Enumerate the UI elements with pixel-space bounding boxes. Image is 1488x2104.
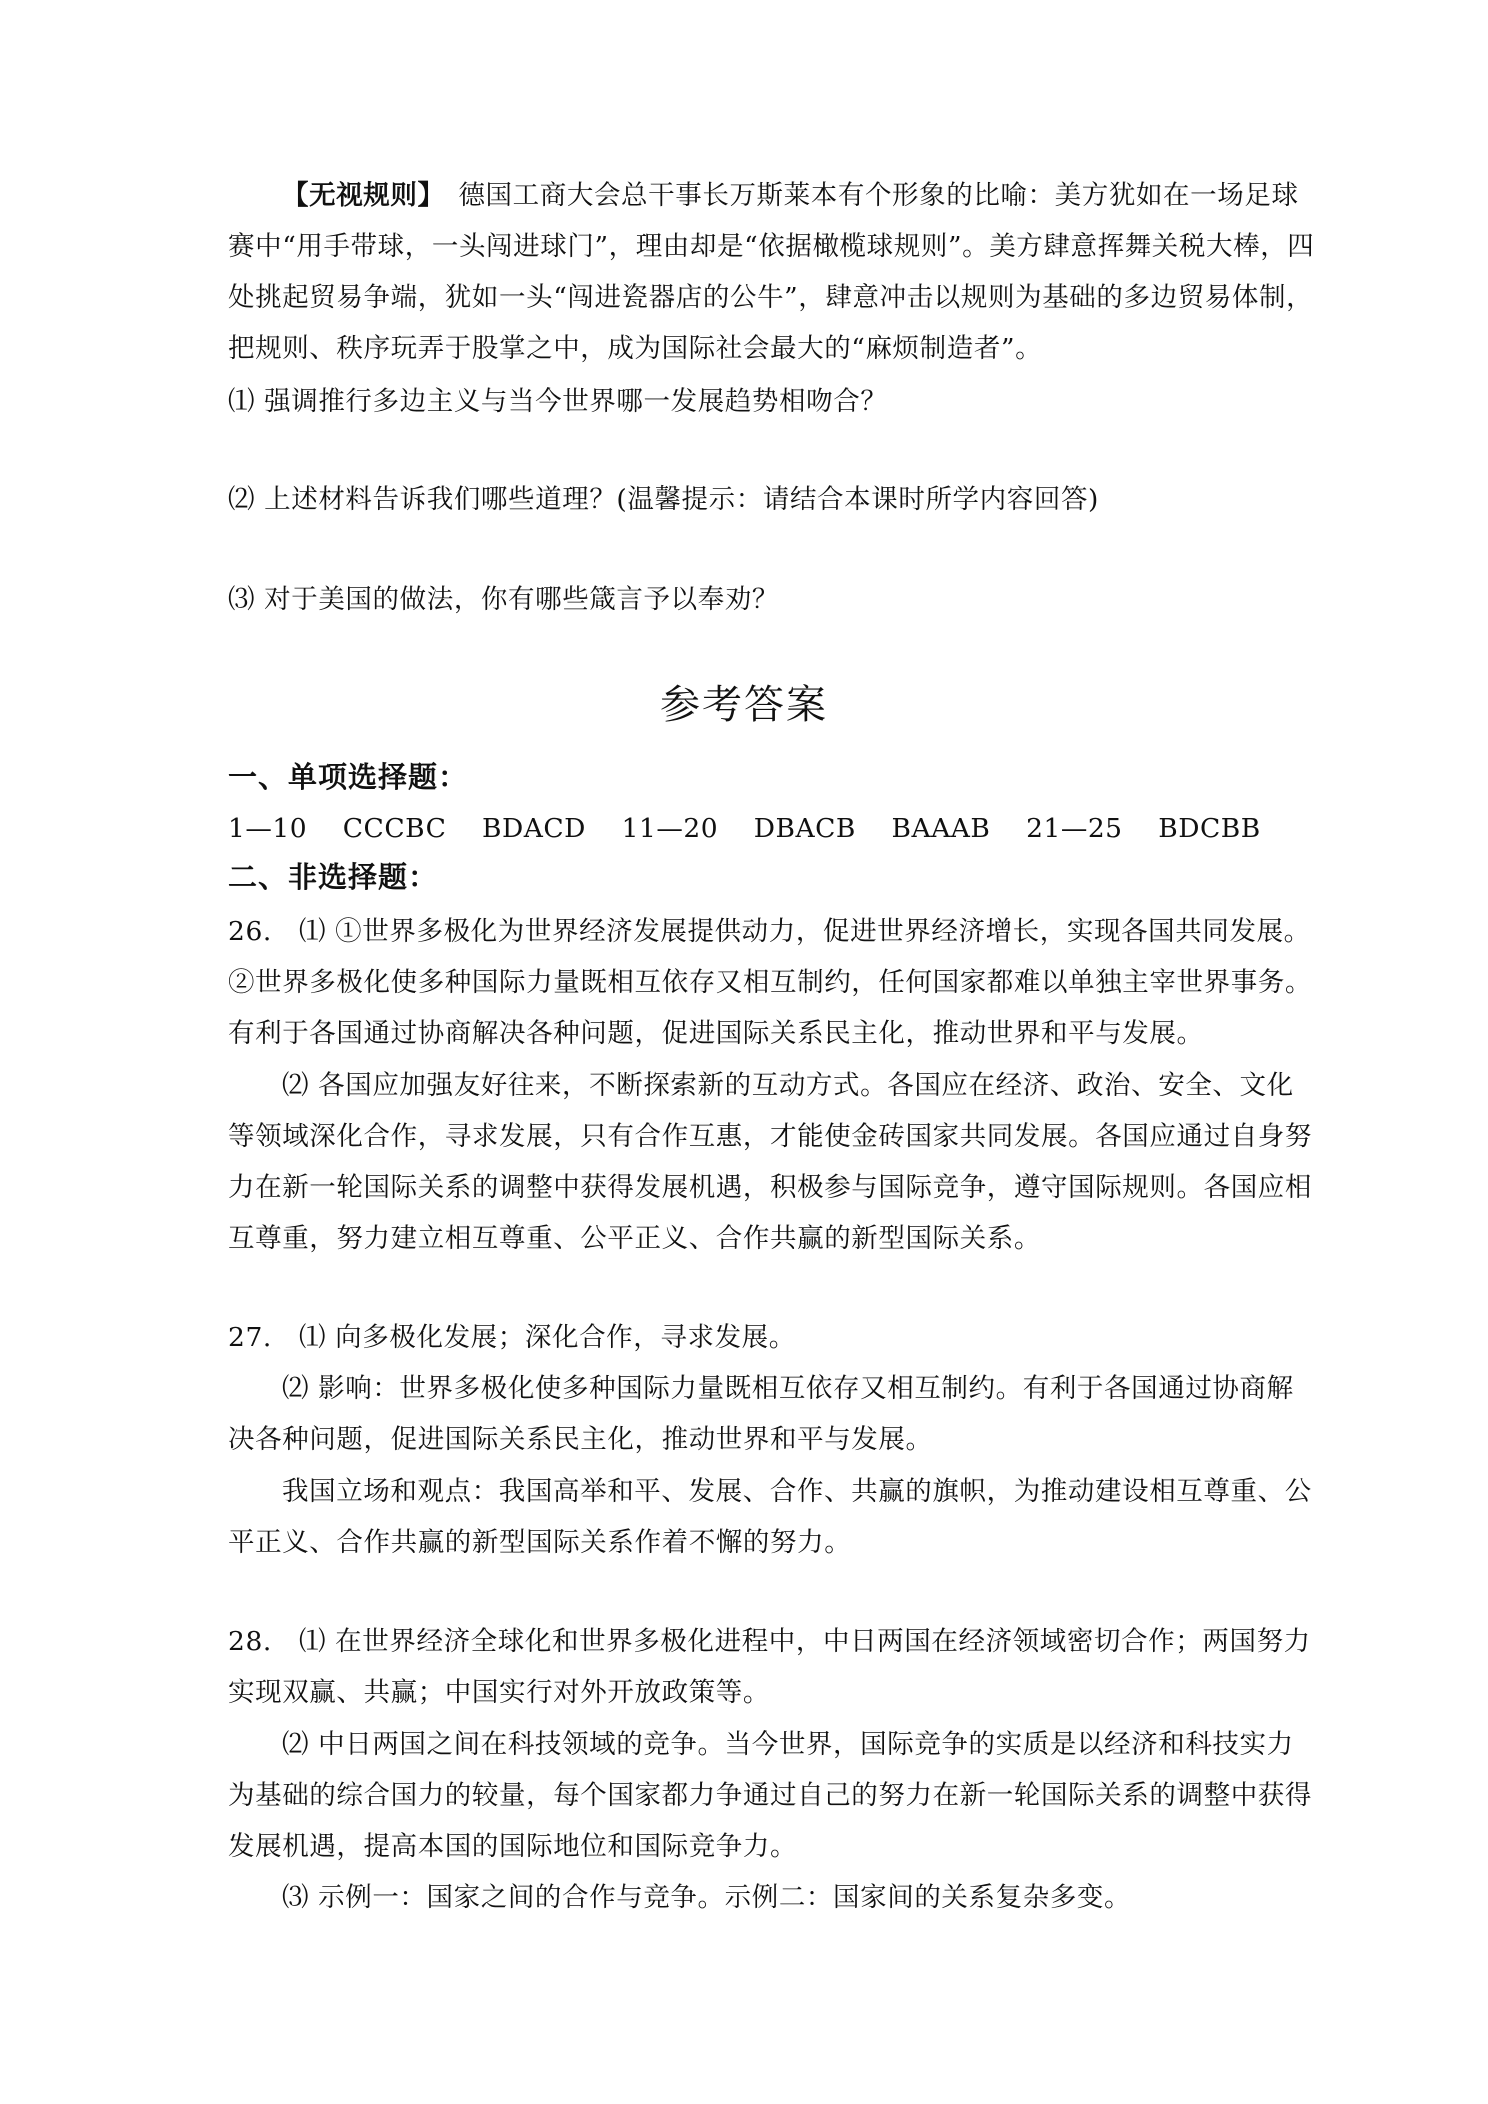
- q28-line-2: 实现双赢、共赢；中国实行对外开放政策等。: [228, 1677, 770, 1708]
- material-tag: 【无视规则】: [282, 180, 432, 211]
- material-line-3: 处挑起贸易争端，犹如一头“闯进瓷器店的公牛”，肆意冲击以规则为基础的多边贸易体制，: [228, 282, 1314, 313]
- q28-line-3: ⑵ 中日两国之间在科技领域的竞争。当今世界，国际竞争的实质是以经济和科技实力: [282, 1729, 1294, 1760]
- q26-line-2: ②世界多极化使多种国际力量既相互依存又相互制约，任何国家都难以单独主宰世界事务。: [228, 967, 1312, 998]
- q28-line-5: 发展机遇，提高本国的国际地位和国际竞争力。: [228, 1831, 798, 1862]
- q28-line-1: 28. ⑴ 在世界经济全球化和世界多极化进程中，中日两国在经济领域密切合作；两国努力: [228, 1626, 1311, 1657]
- question-1: ⑴ 强调推行多边主义与当今世界哪一发展趋势相吻合？: [228, 386, 888, 417]
- material-line-4: 把规则、秩序玩弄于股掌之中，成为国际社会最大的“麻烦制造者”。: [228, 333, 1043, 364]
- q28-line-4: 为基础的综合国力的较量，每个国家都力争通过自己的努力在新一轮国际关系的调整中获得: [228, 1780, 1312, 1811]
- material-line-1-text: 德国工商大会总干事长万斯莱本有个形象的比喻：美方犹如在一场足球: [431, 180, 1299, 211]
- section-2-heading: 二、非选择题：: [228, 860, 439, 894]
- q26-line-1: 26. ⑴ ①世界多极化为世界经济发展提供动力，促进世界经济增长，实现各国共同发展。: [228, 916, 1311, 947]
- q27-line-3: 决各种问题，促进国际关系民主化，推动世界和平与发展。: [228, 1424, 933, 1455]
- q27-line-1: 27. ⑴ 向多极化发展；深化合作，寻求发展。: [228, 1322, 796, 1353]
- material-line-1: [282, 178, 1299, 214]
- q27-line-5: 平正义、合作共赢的新型国际关系作着不懈的努力。: [228, 1527, 852, 1558]
- q26-line-5: 等领域深化合作，寻求发展，只有合作互惠，才能使金砖国家共同发展。各国应通过自身努: [228, 1121, 1312, 1152]
- q28-line-6: ⑶ 示例一：国家之间的合作与竞争。示例二：国家间的关系复杂多变。: [282, 1882, 1132, 1913]
- q27-line-2: ⑵ 影响：世界多极化使多种国际力量既相互依存又相互制约。有利于各国通过协商解: [282, 1373, 1294, 1404]
- q26-line-3: 有利于各国通过协商解决各种问题，促进国际关系民主化，推动世界和平与发展。: [228, 1018, 1204, 1049]
- q26-line-4: ⑵ 各国应加强友好往来，不断探索新的互动方式。各国应在经济、政治、安全、文化: [282, 1070, 1294, 1101]
- q27-line-4: 我国立场和观点：我国高举和平、发展、合作、共赢的旗帜，为推动建设相互尊重、公: [282, 1476, 1312, 1507]
- section-1-heading: 一、单项选择题：: [228, 760, 469, 794]
- question-2: ⑵ 上述材料告诉我们哪些道理？(温馨提示：请结合本课时所学内容回答): [228, 484, 1099, 515]
- q26-line-6: 力在新一轮国际关系的调整中获得发展机遇，积极参与国际竞争，遵守国际规则。各国应相: [228, 1172, 1312, 1203]
- answer-title: 参考答案: [660, 682, 828, 728]
- q26-line-7: 互尊重，努力建立相互尊重、公平正义、合作共赢的新型国际关系。: [228, 1223, 1041, 1254]
- choice-answers-row: 1—10 CCCBC BDACD 11—20 DBACB BAAAB 21—25 BDCBB: [228, 813, 1261, 844]
- question-3: ⑶ 对于美国的做法，你有哪些箴言予以奉劝？: [228, 584, 780, 615]
- material-line-2: 赛中“用手带球，一头闯进球门”，理由却是“依据橄榄球规则”。美方肆意挥舞关税大棒，四: [228, 231, 1315, 262]
